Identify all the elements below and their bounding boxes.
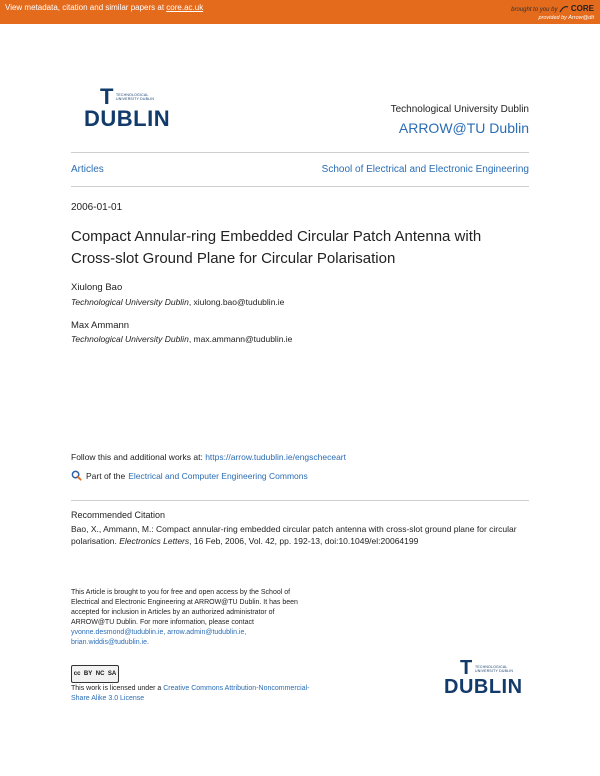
collection-link[interactable]: https://arrow.tudublin.ie/engscheceart <box>205 452 346 462</box>
part-of-line: Part of the Electrical and Computer Engineering Commons <box>71 470 308 481</box>
follow-line: Follow this and additional works at: https://arrow.tudublin.ie/engscheceart <box>71 452 346 462</box>
logo-wordmark: DUBLIN <box>84 106 171 131</box>
core-banner <box>0 0 600 24</box>
access-notice: This Article is brought to you for free and open access by the School of Electrical and Electronic Engineering at ARROW@TU Dublin. It has been accepted for inclusion in Articles by an authorized administrator of ARROW@TU Dublin. For more information, please contact yvonne.desmond@tudublin.ie, arrow.admin@tudublin.ie, brian.widdis@tudublin.ie. <box>71 589 298 646</box>
recommended-citation-heading: Recommended Citation <box>71 510 166 520</box>
articles-link[interactable]: Articles <box>71 164 104 175</box>
school-link[interactable]: School of Electrical and Electronic Engineering <box>321 164 529 175</box>
tu-dublin-logo: T TECHNOLOGICAL UNIVERSITY DUBLIN DUBLIN <box>84 84 171 131</box>
divider <box>71 152 529 153</box>
commons-link[interactable]: Electrical and Computer Engineering Commons <box>128 470 308 481</box>
divider <box>71 186 529 187</box>
license-link[interactable]: Creative Commons Attribution-Noncommercial-Share Alike 3.0 License <box>71 685 310 702</box>
core-link[interactable]: core.ac.uk <box>166 3 204 12</box>
article-title: Compact Annular-ring Embedded Circular Patch Antenna with Cross-slot Ground Plane for Circular Polarisation <box>71 228 482 267</box>
author-affiliation: Technological University Dublin, xiulong.bao@tudublin.ie <box>71 297 285 307</box>
core-logo-icon <box>559 5 569 13</box>
core-brought-by: brought to you by CORE <box>511 4 594 13</box>
recommended-citation: Bao, X., Ammann, M.: Compact annular-ring embedded circular patch antenna with cross-slot ground plane for circular polarisation. Electronics Letters, 16 Feb, 2006, Vol. 42, pp. 192-13, doi:10.1049/el:20064199 <box>71 524 517 546</box>
divider <box>71 500 529 501</box>
author-affiliation: Technological University Dublin, max.ammann@tudublin.ie <box>71 334 293 344</box>
repository-link[interactable]: ARROW@TU Dublin <box>398 120 529 136</box>
publication-date: 2006-01-01 <box>71 202 123 213</box>
contact-emails[interactable]: yvonne.desmond@tudublin.ie, arrow.admin@tudublin.ie, brian.widdis@tudublin.ie. <box>71 629 247 646</box>
logo-t-letter: T <box>460 657 473 679</box>
license-text: This work is licensed under a Creative Commons Attribution-Noncommercial-Share Alike 3.0 License <box>71 685 310 702</box>
author-name: Xiulong Bao <box>71 282 123 293</box>
institution-name: Technological University Dublin <box>390 104 529 115</box>
provided-by: provided by Arrow@dit <box>538 15 594 21</box>
author-name: Max Ammann <box>71 320 130 331</box>
cc-license-badge[interactable]: cc BY NC SA <box>71 665 119 683</box>
logo-t-letter: T <box>100 84 114 109</box>
core-metadata-text: View metadata, citation and similar papers at core.ac.uk <box>5 3 204 12</box>
commons-icon <box>71 470 82 481</box>
tu-dublin-logo-footer: T TECHNOLOGICAL UNIVERSITY DUBLIN DUBLIN <box>444 657 523 698</box>
logo-wordmark: DUBLIN <box>444 676 523 698</box>
